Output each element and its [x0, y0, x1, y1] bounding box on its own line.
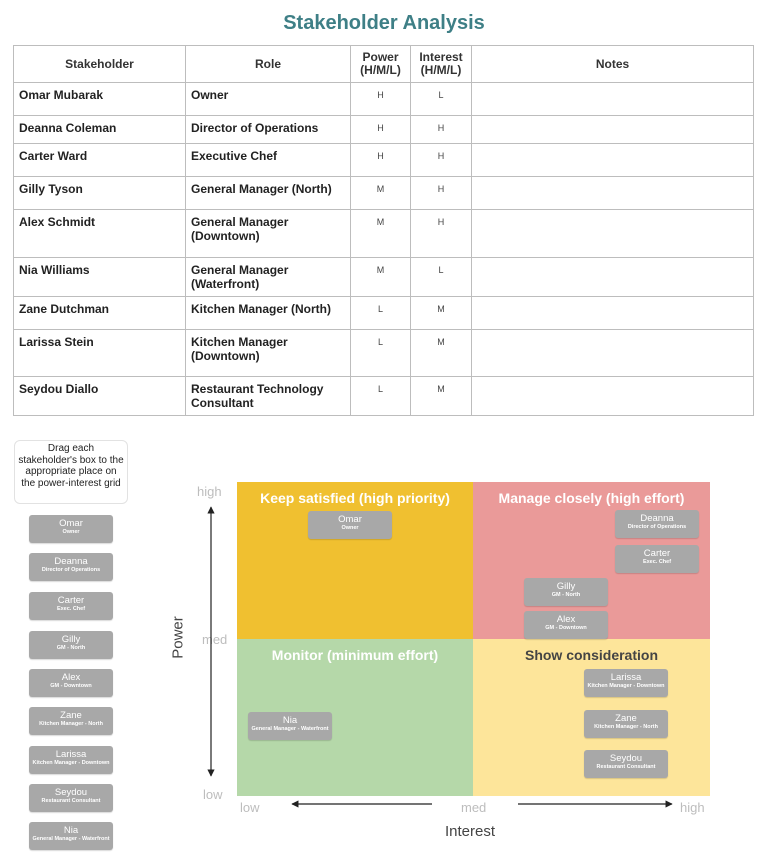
cell-stakeholder: Gilly Tyson [14, 177, 186, 210]
cell-notes[interactable] [472, 210, 754, 258]
card-role: Owner [62, 529, 80, 535]
cell-notes[interactable] [472, 258, 754, 297]
quadrant-label: Show consideration [524, 647, 658, 663]
cell-interest[interactable]: H [411, 210, 472, 258]
cell-notes[interactable] [472, 330, 754, 377]
cell-stakeholder: Omar Mubarak [14, 83, 186, 116]
card-role: GM - North [56, 645, 86, 651]
cell-interest[interactable]: L [411, 258, 472, 297]
cell-role: General Manager (Waterfront) [186, 258, 351, 297]
grid-card-carter[interactable] [615, 545, 699, 573]
header-stakeholder: Stakeholder [14, 46, 186, 83]
grid-card-zane[interactable] [584, 710, 668, 738]
card-name: Larissa [55, 749, 87, 760]
page-title: Stakeholder Analysis [283, 12, 485, 34]
grid-card-nia[interactable] [248, 712, 332, 740]
card-name: Zane [615, 713, 637, 724]
table-row [14, 144, 754, 177]
grid-card-omar[interactable] [308, 511, 392, 539]
cell-power[interactable]: H [351, 116, 411, 144]
cell-interest[interactable]: H [411, 177, 472, 210]
quadrant-label: Monitor (minimum effort) [271, 647, 439, 663]
card-name: Seydou [609, 753, 643, 764]
cell-power[interactable]: L [351, 297, 411, 330]
cell-role: Restaurant Technology Consultant [186, 377, 351, 416]
cell-notes[interactable] [472, 177, 754, 210]
palette-card-larissa[interactable] [29, 746, 113, 774]
cell-stakeholder: Alex Schmidt [14, 210, 186, 258]
card-name: Gilly [61, 634, 81, 645]
cell-interest[interactable]: H [411, 116, 472, 144]
y-axis-med-label: med [202, 632, 228, 647]
card-role: Restaurant Consultant [596, 764, 656, 770]
card-role: Exec. Chef [56, 606, 86, 612]
card-role: Kitchen Manager - North [39, 721, 103, 727]
cell-power[interactable]: M [351, 258, 411, 297]
drag-instructions: Drag each stakeholder's box to the appropriate place on the power-interest grid [14, 440, 128, 504]
card-role: GM - North [551, 592, 581, 598]
cell-stakeholder: Zane Dutchman [14, 297, 186, 330]
card-name: Alex [61, 672, 81, 683]
card-name: Gilly [556, 581, 576, 592]
stakeholder-table [13, 45, 754, 416]
quadrant-keep-satisfied[interactable] [237, 482, 473, 639]
palette-card-seydou[interactable] [29, 784, 113, 812]
card-role: Kitchen Manager - North [594, 724, 658, 730]
card-name: Deanna [54, 556, 88, 567]
palette-card-deanna[interactable] [29, 553, 113, 581]
cell-interest[interactable]: M [411, 330, 472, 377]
grid-card-alex[interactable] [524, 611, 608, 639]
cell-role: General Manager (North) [186, 177, 351, 210]
card-name: Alex [556, 614, 576, 625]
x-axis-high-label: high [680, 800, 705, 815]
card-name: Larissa [610, 672, 642, 683]
cell-power[interactable]: H [351, 83, 411, 116]
palette-card-alex[interactable] [29, 669, 113, 697]
card-role: General Manager - Waterfront [32, 836, 110, 842]
cell-power[interactable]: M [351, 177, 411, 210]
cell-stakeholder: Nia Williams [14, 258, 186, 297]
table-row [14, 330, 754, 377]
cell-role: Director of Operations [186, 116, 351, 144]
card-role: Director of Operations [627, 524, 687, 530]
cell-stakeholder: Carter Ward [14, 144, 186, 177]
table-header-row [14, 46, 754, 83]
header-power: Power (H/M/L) [351, 46, 411, 83]
card-role: Director of Operations [41, 567, 101, 573]
card-role: Kitchen Manager - Downtown [32, 760, 110, 766]
table-row [14, 377, 754, 416]
card-role: GM - Downtown [545, 625, 587, 631]
cell-notes[interactable] [472, 116, 754, 144]
card-name: Omar [338, 514, 362, 525]
cell-role: General Manager (Downtown) [186, 210, 351, 258]
cell-interest[interactable]: L [411, 83, 472, 116]
quadrant-label: Keep satisfied (high priority) [260, 490, 450, 506]
cell-power[interactable]: L [351, 377, 411, 416]
table-row [14, 83, 754, 116]
grid-card-gilly[interactable] [524, 578, 608, 606]
header-role: Role [186, 46, 351, 83]
cell-power[interactable]: L [351, 330, 411, 377]
grid-card-seydou[interactable] [584, 750, 668, 778]
cell-interest[interactable]: H [411, 144, 472, 177]
cell-stakeholder: Deanna Coleman [14, 116, 186, 144]
cell-role: Owner [186, 83, 351, 116]
cell-interest[interactable]: M [411, 297, 472, 330]
header-notes: Notes [472, 46, 754, 83]
cell-notes[interactable] [472, 83, 754, 116]
cell-role: Kitchen Manager (Downtown) [186, 330, 351, 377]
cell-role: Kitchen Manager (North) [186, 297, 351, 330]
card-role: GM - Downtown [50, 683, 92, 689]
header-interest: Interest (H/M/L) [411, 46, 472, 83]
card-name: Carter [643, 548, 671, 559]
cell-stakeholder: Larissa Stein [14, 330, 186, 377]
x-axis-low-label: low [240, 800, 260, 815]
grid-card-larissa[interactable] [584, 669, 668, 697]
table-row [14, 177, 754, 210]
palette-card-zane[interactable] [29, 707, 113, 735]
palette-card-nia[interactable] [29, 822, 113, 850]
table-row [14, 297, 754, 330]
cell-role: Executive Chef [186, 144, 351, 177]
card-name: Nia [63, 825, 79, 836]
card-role: General Manager - Waterfront [251, 726, 329, 732]
table-row [14, 258, 754, 297]
cell-power[interactable]: H [351, 144, 411, 177]
cell-notes[interactable] [472, 297, 754, 330]
card-name: Seydou [54, 787, 88, 798]
grid-card-deanna[interactable] [615, 510, 699, 538]
cell-interest[interactable]: M [411, 377, 472, 416]
x-axis-title: Interest [445, 823, 496, 840]
quadrant-label: Manage closely (high effort) [498, 490, 685, 506]
palette-card-carter[interactable] [29, 592, 113, 620]
cell-notes[interactable] [472, 377, 754, 416]
y-axis-title: Power [169, 616, 187, 659]
cell-notes[interactable] [472, 144, 754, 177]
table-row [14, 210, 754, 258]
table-row [14, 116, 754, 144]
x-axis-med-label: med [461, 800, 487, 815]
card-name: Nia [282, 715, 298, 726]
card-name: Zane [60, 710, 82, 721]
card-role: Restaurant Consultant [41, 798, 101, 804]
cell-stakeholder: Seydou Diallo [14, 377, 186, 416]
card-name: Carter [57, 595, 85, 606]
y-axis-low-label: low [203, 787, 223, 802]
card-role: Owner [341, 525, 359, 531]
card-role: Kitchen Manager - Downtown [587, 683, 665, 689]
y-axis-high-label: high [197, 484, 222, 499]
card-role: Exec. Chef [642, 559, 672, 565]
card-name: Deanna [640, 513, 674, 524]
cell-power[interactable]: M [351, 210, 411, 258]
card-name: Omar [59, 518, 83, 529]
palette-card-omar[interactable] [29, 515, 113, 543]
palette-card-gilly[interactable] [29, 631, 113, 659]
